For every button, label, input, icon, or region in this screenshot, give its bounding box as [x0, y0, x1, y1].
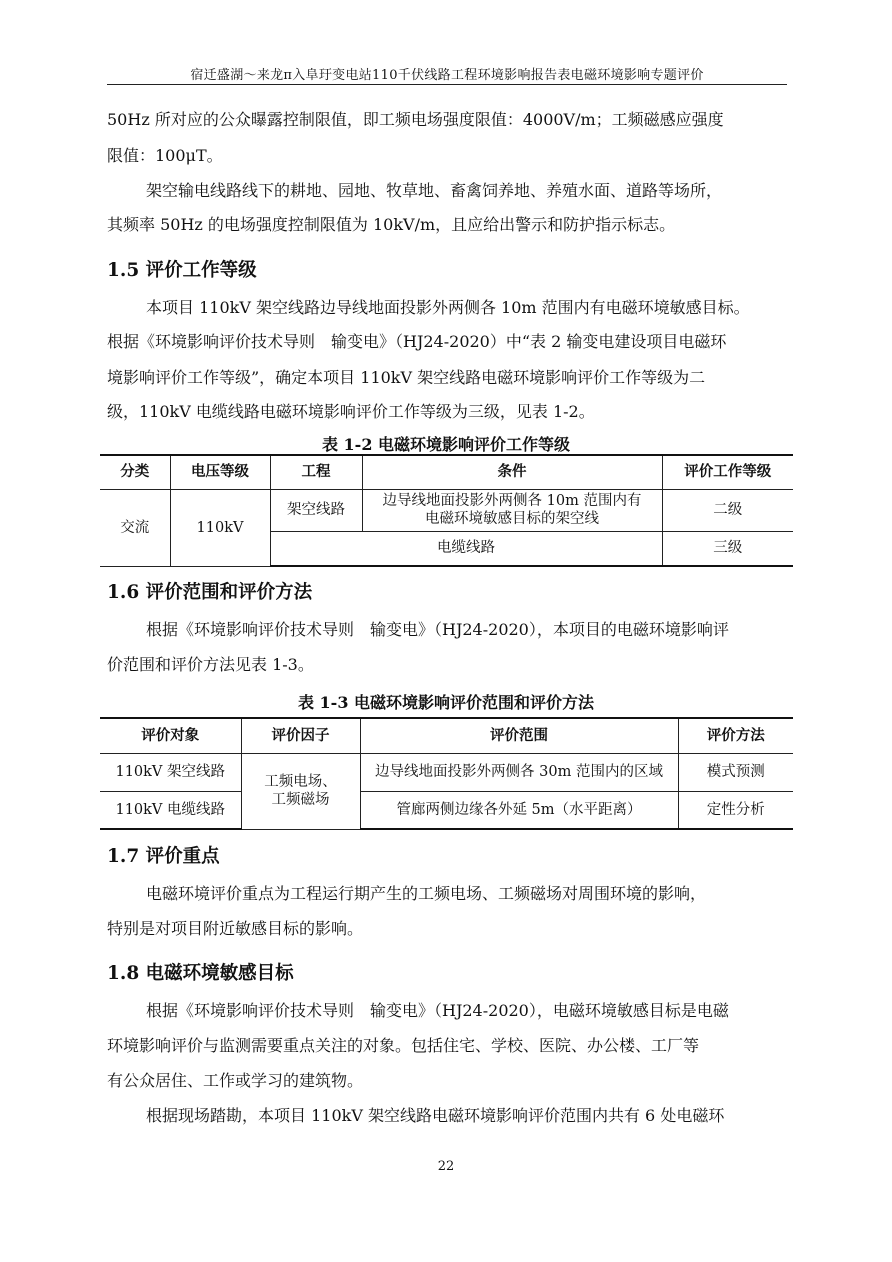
table-cell: 电缆线路: [270, 531, 662, 566]
cell-line: 工频磁场: [271, 792, 330, 808]
section-heading: 1.6 评价范围和评价方法: [107, 582, 313, 603]
table-cell: 管廊两侧边缘各外延 5m（水平距离）: [360, 791, 678, 829]
section-heading: 1.5 评价工作等级: [107, 260, 257, 281]
paragraph-line: 有公众居住、工作或学习的建筑物。: [107, 1071, 364, 1090]
table-cell: 模式预测: [678, 753, 793, 791]
column-header: 工程: [270, 455, 362, 489]
table-cell: 边导线地面投影外两侧各 30m 范围内的区域: [360, 753, 678, 791]
paragraph-line: 本项目 110kV 架空线路边导线地面投影外两侧各 10m 范围内有电磁环境敏感目标。: [146, 298, 750, 317]
page-number: 22: [437, 1159, 455, 1174]
scope-method-table: [100, 717, 793, 830]
table-cell: 110kV 电缆线路: [100, 791, 241, 829]
cell-line: 电磁环境敏感目标的架空线: [425, 511, 599, 527]
table-cell: 110kV: [170, 489, 270, 566]
paragraph-line: 级，110kV 电缆线路电磁环境影响评价工作等级为三级，见表 1-2。: [107, 402, 595, 421]
paragraph-line: 电磁环境评价重点为工程运行期产生的工频电场、工频磁场对周围环境的影响，: [146, 884, 707, 903]
table-cell: [362, 489, 662, 531]
grading-table: [100, 454, 793, 567]
cell-line: 工频电场、: [264, 774, 337, 790]
column-header: 评价对象: [100, 718, 241, 753]
paragraph-line: 价范围和评价方法见表 1-3。: [107, 655, 314, 674]
column-header: 条件: [362, 455, 662, 489]
column-header: 评价方法: [678, 718, 793, 753]
paragraph-line: 架空输电线路线下的耕地、园地、牧草地、畜禽饲养地、养殖水面、道路等场所，: [146, 181, 723, 200]
table-row: [100, 489, 793, 531]
table-cell: 二级: [662, 489, 793, 531]
paragraph-line: 根据现场踏勘，本项目 110kV 架空线路电磁环境影响评价范围内共有 6 处电磁环: [146, 1106, 725, 1125]
paragraph-line: 限值：100μT。: [107, 146, 223, 165]
table-row: [100, 791, 793, 829]
column-header: 评价工作等级: [662, 455, 793, 489]
table-cell: 110kV 架空线路: [100, 753, 241, 791]
table-header-row: [100, 718, 793, 753]
section-heading: 1.7 评价重点: [107, 846, 220, 867]
table-cell: [241, 753, 360, 829]
paragraph-line: 根据《环境影响评价技术导则 输变电》（HJ24-2020），本项目的电磁环境影响评: [146, 620, 729, 639]
table-cell: 三级: [662, 531, 793, 566]
table-cell: 定性分析: [678, 791, 793, 829]
cell-line: 边导线地面投影外两侧各 10m 范围内有: [382, 493, 642, 509]
table-row: [100, 753, 793, 791]
table-cell: 架空线路: [270, 489, 362, 531]
header-rule: [107, 84, 787, 85]
section-heading: 1.8 电磁环境敏感目标: [107, 963, 294, 984]
paragraph-line: 根据《环境影响评价技术导则 输变电》（HJ24-2020），电磁环境敏感目标是电磁: [146, 1001, 729, 1020]
column-header: 评价范围: [360, 718, 678, 753]
table-cell: 交流: [100, 489, 170, 566]
running-header: 宿迁盛湖～来龙π入阜玗变电站110千伏线路工程环境影响报告表电磁环境影响专题评价: [190, 68, 704, 83]
paragraph-line: 境影响评价工作等级”，确定本项目 110kV 架空线路电磁环境影响评价工作等级为二: [107, 368, 706, 387]
column-header: 评价因子: [241, 718, 360, 753]
paragraph-line: 环境影响评价与监测需要重点关注的对象。包括住宅、学校、医院、办公楼、工厂等: [107, 1036, 700, 1055]
table-header-row: [100, 455, 793, 489]
table-caption: 表 1-3 电磁环境影响评价范围和评价方法: [297, 693, 595, 712]
paragraph-line: 特别是对项目附近敏感目标的影响。: [107, 919, 364, 938]
paragraph-line: 根据《环境影响评价技术导则 输变电》（HJ24-2020）中“表 2 输变电建设项目电磁环: [107, 332, 727, 351]
table-caption: 表 1-2 电磁环境影响评价工作等级: [321, 435, 571, 454]
paragraph-line: 其频率 50Hz 的电场强度控制限值为 10kV/m，且应给出警示和防护指示标志。: [107, 215, 676, 234]
paragraph-line: 50Hz 所对应的公众曝露控制限值，即工频电场强度限值：4000V/m；工频磁感应强度: [107, 110, 724, 129]
column-header: 分类: [100, 455, 170, 489]
column-header: 电压等级: [170, 455, 270, 489]
